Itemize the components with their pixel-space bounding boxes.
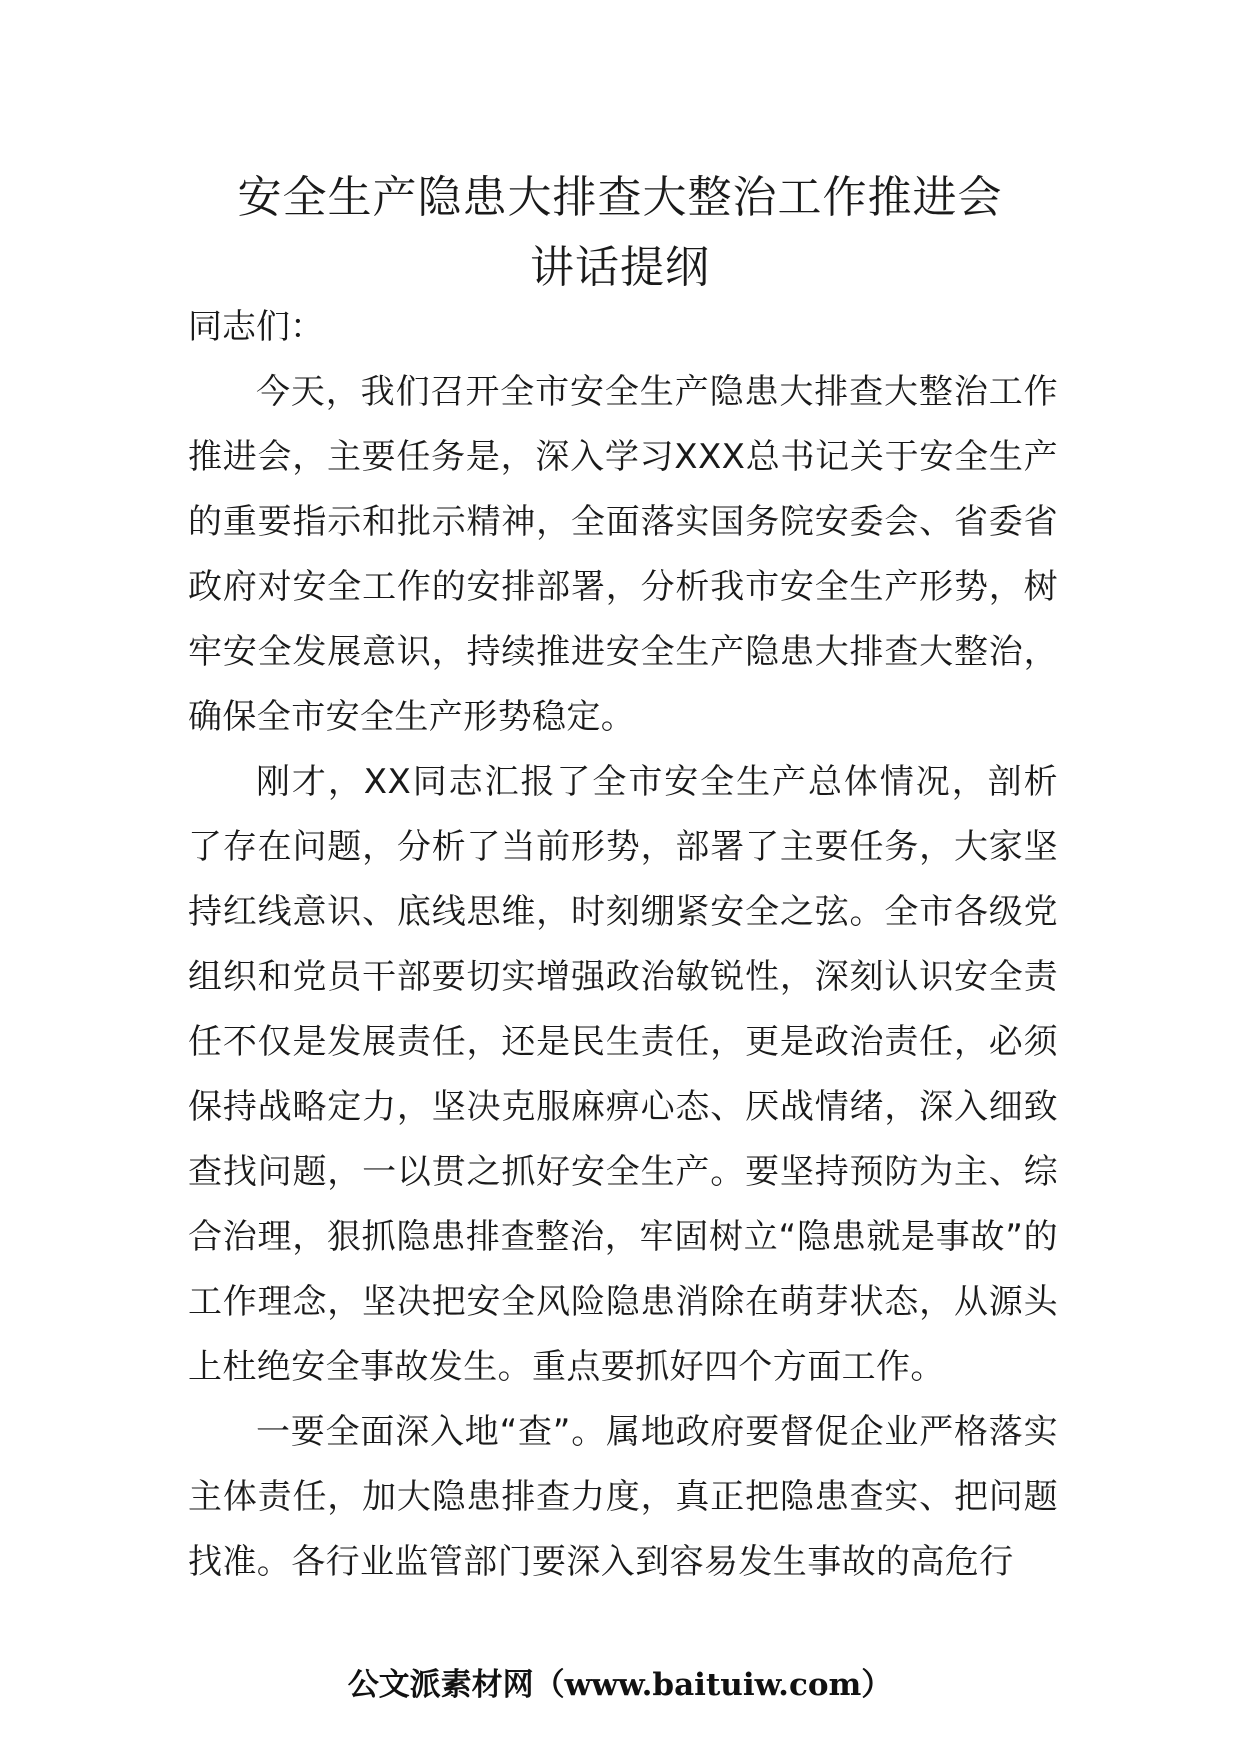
paragraph-1: 今天，我们召开全市安全生产隐患大排查大整治工作推进会，主要任务是，深入学习XXX总书记关于安全生产的重要指示和批示精神，全面落实国务院安委会、省委省政府对安全工作的安排部署，分析我市安全生产形势，树牢安全发展意识，持续推进安全生产隐患大排查大整治，确保全市安全生产形势稳定。 [188, 372, 1058, 737]
footer-watermark: 公文派素材网（www.baituiw.com） [347, 1667, 893, 1703]
paragraph-2: 刚才，XX同志汇报了全市安全生产总体情况，剖析了存在问题，分析了当前形势，部署了主要任务，大家坚持红线意识、底线思维，时刻绷紧安全之弦。全市各级党组织和党员干部要切实增强政治敏锐性，深刻认识安全责任不仅是发展责任，还是民生责任，更是政治责任，必须保持战略定力，坚决克服麻痹心态、厌战情绪，深入细致查找问题，一以贯之抓好安全生产。要坚持预防为主、综合治理，狠抓隐患排查整治，牢固树立“隐患就是事故”的工作理念，坚决把安全风险隐患消除在萌芽状态，从源头上杜绝安全事故发生。重点要抓好四个方面工作。 [188, 762, 1058, 1387]
document-title-line-1: 安全生产隐患大排查大整治工作推进会 [237, 172, 1003, 223]
paragraph-3: 一要全面深入地“查”。属地政府要督促企业严格落实主体责任，加大隐患排查力度，真正把隐患查实、把问题找准。各行业监管部门要深入到容易发生事故的高危行 [188, 1412, 1058, 1582]
document-title-line-2: 讲话提纲 [530, 242, 710, 293]
salutation: 同志们： [188, 307, 324, 347]
